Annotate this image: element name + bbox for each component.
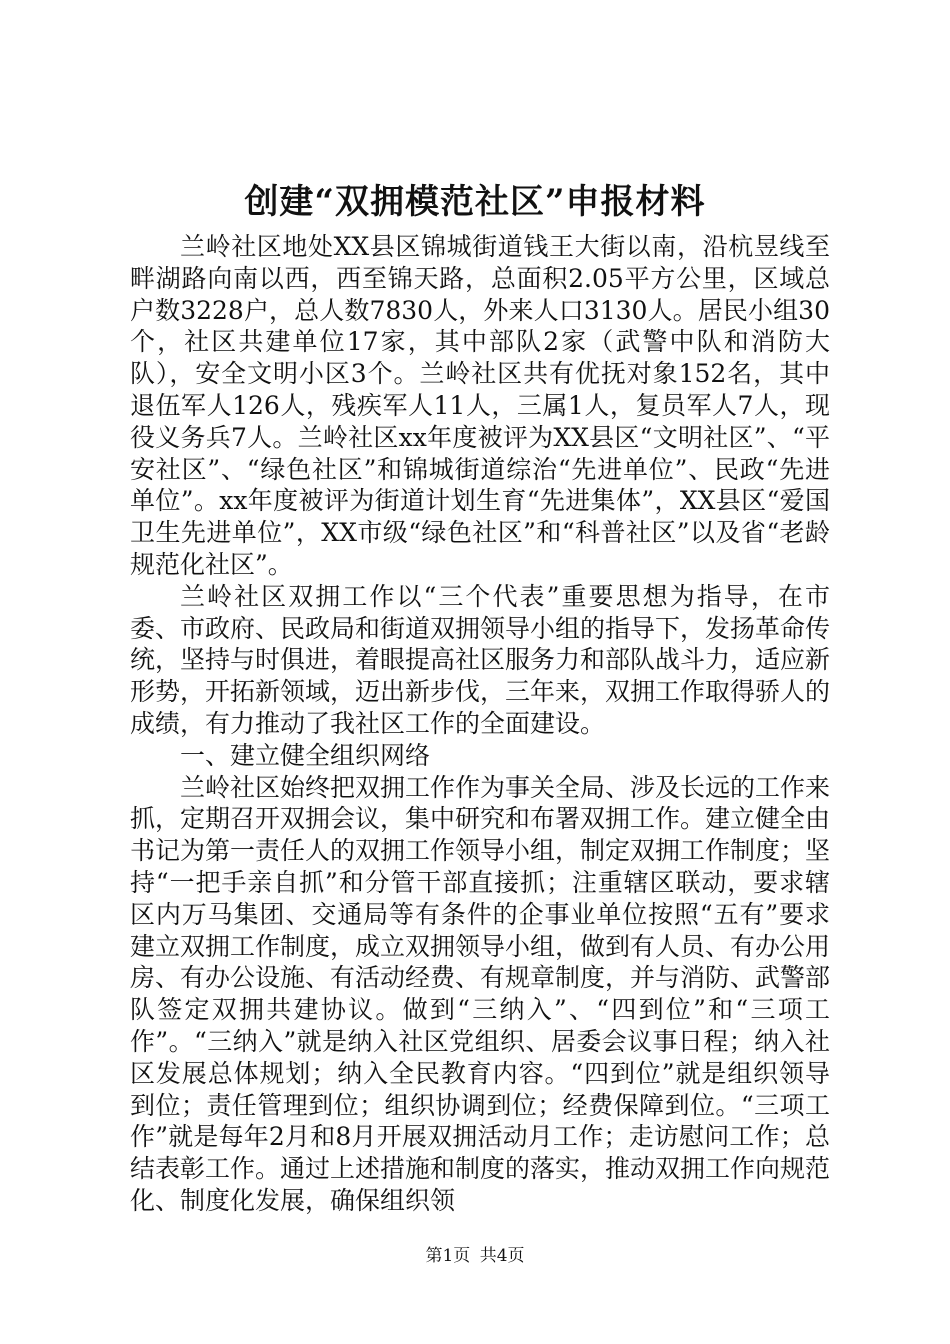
section-heading-organization: 一、建立健全组织网络 — [180, 740, 431, 770]
document-body — [130, 231, 830, 1217]
page-total: 共4页 — [479, 1246, 525, 1266]
page-number: 第1页 — [425, 1246, 471, 1266]
paragraph-organization-details: 兰岭社区始终把双拥工作作为事关全局、涉及长远的工作来抓，定期召开双拥会议，集中研究和布署双拥工作。建立健全由书记为第一责任人的双拥工作领导小组，制定双拥工作制度；坚持“一把手亲自抓”和分管干部直接抓；注重辖区联动，要求辖区内万马集团、交通局等有条件的企事业单位按照“五有”要求建立双拥工作制度，成立双拥领导小组，做到有人员、有办公用房、有办公设施、有活动经费、有规章制度，并与消防、武警部队签定双拥共建协议。做到“三纳入”、“四到位”和“三项工作”。“三纳入”就是纳入社区党组织、居委会议事日程；纳入社区发展总体规划；纳入全民教育内容。“四到位”就是组织领导到位；责任管理到位；组织协调到位；经费保障到位。“三项工作”就是每年2月和8月开展双拥活动月工作；走访慰问工作；总结表彰工作。通过上述措施和制度的落实，推动双拥工作向规范化、制度化发展，确保组织领 — [130, 772, 831, 1215]
page-footer — [0, 1245, 950, 1267]
paragraph-work-guidance: 兰岭社区双拥工作以“三个代表”重要思想为指导，在市委、市政府、民政局和街道双拥领导小组的指导下，发扬革命传统，坚持与时俱进，着眼提高社区服务力和部队战斗力，适应新形势，开拓新领域，迈出新步伐，三年来，双拥工作取得骄人的成绩，有力推动了我社区工作的全面建设。 — [130, 581, 831, 738]
document-title: 创建“双拥模范社区”申报材料 — [244, 182, 706, 222]
paragraph-community-overview: 兰岭社区地处XX县区锦城街道钱王大街以南，沿杭昱线至畔湖路向南以西，西至锦天路，总面积2.05平方公里，区域总户数3228户，总人数7830人，外来人口3130人。居民小组30个，社区共建单位17家，其中部队2家（武警中队和消防大队），安全文明小区3个。兰岭社区共有优抚对象152名，其中退伍军人126人，残疾军人11人，三属1人，复员军人7人，现役义务兵7人。兰岭社区xx年度被评为XX县区“文明社区”、“平安社区”、“绿色社区”和锦城街道综治“先进单位”、民政“先进单位”。xx年度被评为街道计划生育“先进集体”，XX县区“爱国卫生先进单位”，XX市级“绿色社区”和“科普社区”以及省“老龄规范化社区”。 — [130, 232, 830, 579]
